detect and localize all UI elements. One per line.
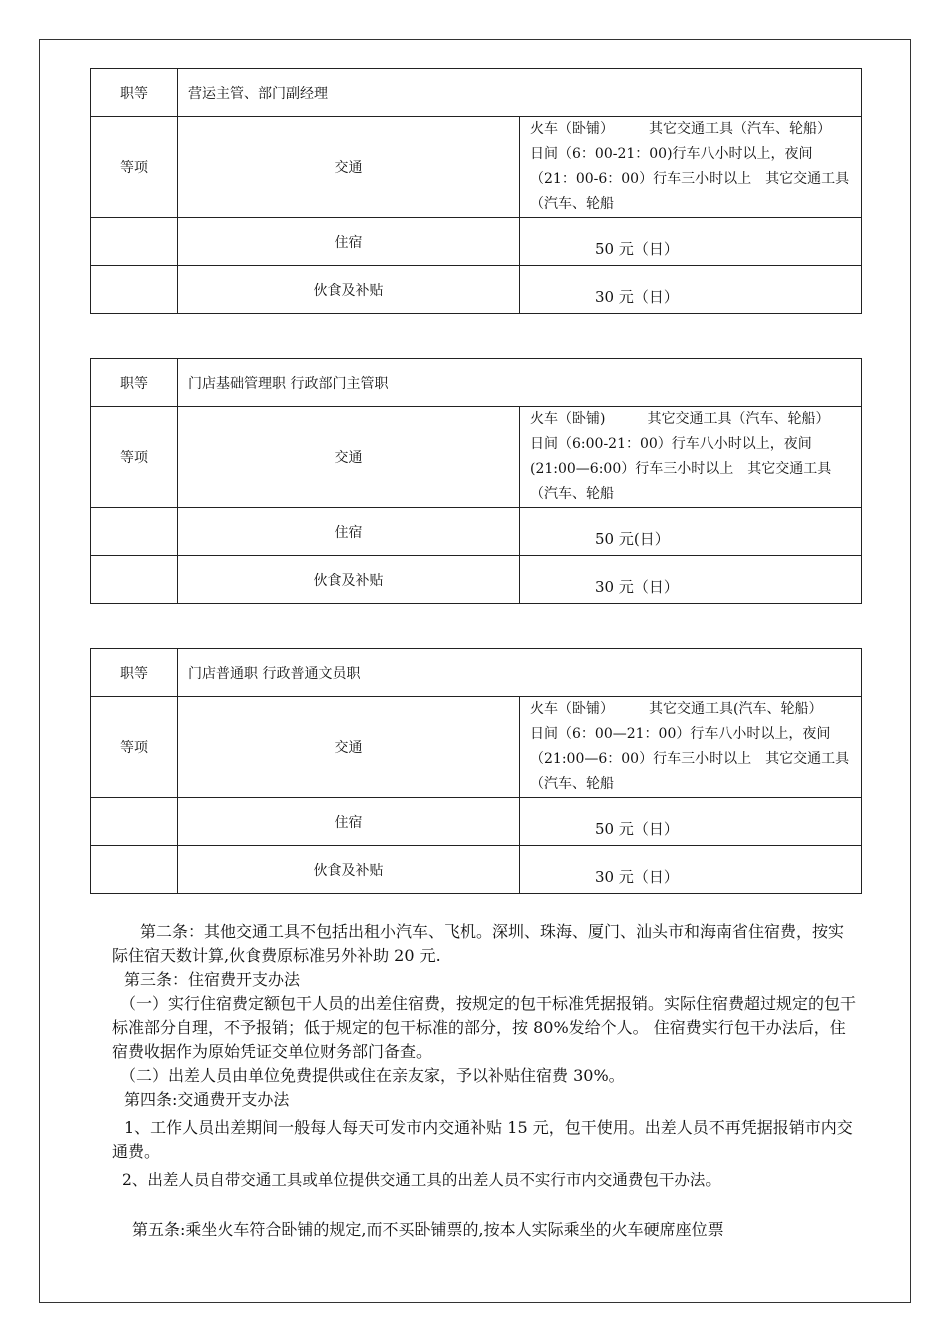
- meal-value: 30 元（日）: [520, 266, 862, 314]
- empty-cell: [91, 218, 178, 266]
- meal-value: 30 元（日）: [520, 846, 862, 894]
- empty-cell: [91, 556, 178, 604]
- rank-label: 职等: [91, 69, 178, 117]
- rank-value: 门店普通职 行政普通文员职: [178, 649, 862, 697]
- expense-standard-table-2: [90, 358, 865, 604]
- item-label: 等项: [91, 697, 178, 798]
- item-label: 等项: [91, 407, 178, 508]
- transport-text: 火车（卧铺) 其它交通工具（汽车、轮船） 日间（6:00-21：00）行车八小时以上，夜间(21:00—6:00）行车三小时以上 其它交通工具（汽车、轮船: [520, 407, 862, 508]
- article-3-clause-1: （一）实行住宿费定额包干人员的出差住宿费，按规定的包干标准凭据报销。实际住宿费超过规定的包干标准部分自理，不予报销；低于规定的包干标准的部分，按 80%发给个人。 住宿费实行包干办法后，住宿费收据作为原始凭证交单位财务部门备查。: [112, 994, 857, 1061]
- transport-label: 交通: [178, 407, 520, 508]
- article-3-heading: 第三条：住宿费开支办法: [124, 970, 301, 989]
- empty-cell: [91, 266, 178, 314]
- lodging-value: 50 元（日）: [520, 798, 862, 846]
- article-5: 第五条:乘坐火车符合卧铺的规定,而不买卧铺票的,按本人实际乘坐的火车硬席座位票: [132, 1220, 724, 1239]
- rank-label: 职等: [91, 649, 178, 697]
- meal-label: 伙食及补贴: [178, 266, 520, 314]
- article-3-clause-2: （二）出差人员由单位免费提供或住在亲友家，予以补贴住宿费 30%。: [120, 1066, 625, 1085]
- lodging-value: 50 元(日）: [520, 508, 862, 556]
- lodging-label: 住宿: [178, 798, 520, 846]
- lodging-value: 50 元（日）: [520, 218, 862, 266]
- item-label: 等项: [91, 117, 178, 218]
- empty-cell: [91, 846, 178, 894]
- transport-label: 交通: [178, 117, 520, 218]
- expense-standard-table-1: [90, 68, 866, 314]
- meal-label: 伙食及补贴: [178, 556, 520, 604]
- transport-text: 火车（卧铺） 其它交通工具（汽车、轮船） 日间（6：00-21：00)行车八小时以上，夜间（21：00-6：00）行车三小时以上 其它交通工具（汽车、轮船: [520, 117, 862, 218]
- transport-label: 交通: [178, 697, 520, 798]
- meal-label: 伙食及补贴: [178, 846, 520, 894]
- article-4-clause-2: 2、出差人员自带交通工具或单位提供交通工具的出差人员不实行市内交通费包干办法。: [122, 1171, 721, 1189]
- lodging-label: 住宿: [178, 218, 520, 266]
- rank-value: 营运主管、部门副经理: [178, 69, 862, 117]
- meal-value: 30 元（日）: [520, 556, 862, 604]
- rank-value: 门店基础管理职 行政部门主管职: [178, 359, 862, 407]
- rank-label: 职等: [91, 359, 178, 407]
- empty-cell: [91, 798, 178, 846]
- empty-cell: [91, 508, 178, 556]
- article-4-clause-1: 1、工作人员出差期间一般每人每天可发市内交通补贴 15 元，包干使用。出差人员不再凭据报销市内交通费。: [112, 1118, 853, 1161]
- article-2: 第二条：其他交通工具不包括出租小汽车、飞机。深圳、珠海、厦门、汕头市和海南省住宿费，按实际住宿天数计算,伙食费原标准另外补助 20 元.: [112, 922, 845, 965]
- article-4-heading: 第四条:交通费开支办法: [124, 1090, 290, 1109]
- transport-text: 火车（卧铺） 其它交通工具(汽车、轮船） 日间（6：00—21：00）行车八小时以上，夜间（21:00—6：00）行车三小时以上 其它交通工具（汽车、轮船: [520, 697, 862, 798]
- expense-standard-table-3: [90, 648, 862, 894]
- lodging-label: 住宿: [178, 508, 520, 556]
